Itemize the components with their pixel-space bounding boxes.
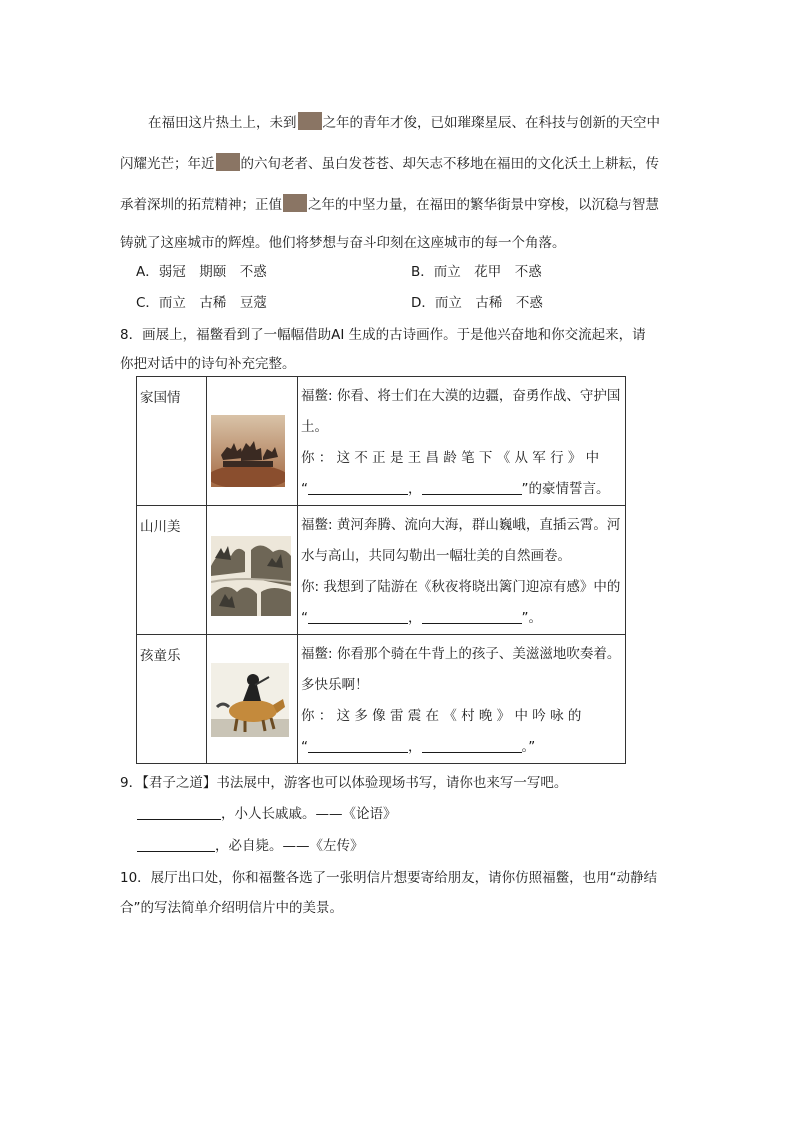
answer-blank[interactable] <box>422 609 522 624</box>
comma: ， <box>408 481 422 497</box>
q8-line-2: 你把对话中的诗句补充完整。 <box>120 356 296 372</box>
dialogue-line: 福鳖: 黄河奔腾、流向大海，群山巍峨，直插云霄。河 <box>301 517 621 533</box>
quote-mark: “ <box>301 481 308 497</box>
answer-blank[interactable] <box>137 805 221 820</box>
option-d[interactable]: D．而立 古稀 不惑 <box>411 295 543 311</box>
q10-line-2: 合”的写法简单介绍明信片中的美景。 <box>120 900 343 916</box>
dialogue-line: 福鳖: 你看那个骑在牛背上的孩子、美滋滋地吹奏着。 <box>301 646 621 662</box>
answer-blank[interactable] <box>137 837 215 852</box>
fill-line <box>301 474 622 505</box>
passage-line-1 <box>148 111 660 131</box>
q9-line-2 <box>137 802 397 822</box>
answer-blank[interactable] <box>308 609 408 624</box>
passage-line-4: 铸就了这座城市的辉煌。他们将梦想与奋斗印刻在这座城市的每一个角落。 <box>120 235 566 251</box>
q9-line-3 <box>137 834 364 854</box>
answer-blank[interactable] <box>422 738 522 753</box>
passage-text: 的六旬老者、虽白发苍苍、却矢志不移地在福田的文化沃土上耕耘，传 <box>240 156 659 172</box>
passage-text: 在福田这片热土上，未到 <box>148 115 297 131</box>
dialogue-line: 你 ： 这 多 像 雷 震 在 《 村 晚 》 中 吟 咏 的 <box>301 708 582 724</box>
q8-line-1: 8．画展上，福鳖看到了一幅幅借助AI 生成的古诗画作。于是他兴奋地和你交流起来，请 <box>120 327 646 343</box>
category-cell: 家国情 <box>137 377 207 506</box>
child-on-ox-painting-icon <box>211 663 289 737</box>
dialogue-cell <box>298 635 626 764</box>
category-cell: 孩童乐 <box>137 635 207 764</box>
answer-blank[interactable] <box>308 480 408 495</box>
redacted-blank-3 <box>283 194 307 212</box>
dialogue-line: 土。 <box>301 419 328 435</box>
passage-line-2 <box>120 152 659 172</box>
comma: ， <box>408 739 422 755</box>
table-row <box>137 377 626 506</box>
dialogue-line: 多快乐啊！ <box>301 677 369 693</box>
dialogue-line: 你 ： 这 不 正 是 王 昌 龄 笔 下 《 从 军 行 》 中 <box>301 450 600 466</box>
image-cell <box>207 506 298 635</box>
dialogue-cell <box>298 506 626 635</box>
image-cell <box>207 377 298 506</box>
dialogue-line: 水与高山，共同勾勒出一幅壮美的自然画卷。 <box>301 548 571 564</box>
passage-line-3 <box>120 193 659 213</box>
line-end-text: ”。 <box>521 610 542 626</box>
table-row <box>137 506 626 635</box>
line-end-text: 。” <box>521 739 536 755</box>
answer-blank[interactable] <box>422 480 522 495</box>
category-cell: 山川美 <box>137 506 207 635</box>
passage-text: 之年的中坚力量，在福田的繁华街景中穿梭，以沉稳与智慧 <box>308 197 659 213</box>
passage-text: 闪耀光芒；年近 <box>120 156 215 172</box>
comma: ， <box>408 610 422 626</box>
fill-line <box>301 603 622 634</box>
option-a[interactable]: A．弱冠 期颐 不惑 <box>136 264 267 280</box>
fill-line <box>301 732 622 763</box>
line-end-text: ”的豪情誓言。 <box>521 481 610 497</box>
passage-text: 之年的青年才俊，已如璀璨星辰、在科技与创新的天空中 <box>322 115 660 131</box>
dialogue-cell <box>298 377 626 506</box>
landscape-painting-icon <box>211 536 291 616</box>
answer-blank[interactable] <box>308 738 408 753</box>
option-c[interactable]: C．而立 古稀 豆蔻 <box>136 295 267 311</box>
image-cell <box>207 635 298 764</box>
dialogue-line: 福鳖: 你看、将士们在大漠的边疆，奋勇作战、守护国 <box>301 388 621 404</box>
quote-mark: “ <box>301 610 308 626</box>
quote-text: ，小人长戚戚。——《论语》 <box>221 806 397 822</box>
quote-mark: “ <box>301 739 308 755</box>
redacted-blank-2 <box>216 153 240 171</box>
dialogue-table <box>136 376 626 764</box>
option-b[interactable]: B．而立 花甲 不惑 <box>411 264 542 280</box>
dialogue-line: 你: 我想到了陆游在《秋夜将晓出篱门迎凉有感》中的 <box>301 579 621 595</box>
quote-text: ，必自毙。——《左传》 <box>215 838 364 854</box>
table-row <box>137 635 626 764</box>
passage-text: 承着深圳的拓荒精神；正值 <box>120 197 282 213</box>
redacted-blank-1 <box>298 112 322 130</box>
battle-painting-icon <box>211 415 285 487</box>
q10-line-1: 10．展厅出口处，你和福鳖各选了一张明信片想要寄给朋友，请你仿照福鳖，也用“动静结 <box>120 870 658 886</box>
q9-line-1: 9．【君子之道】书法展中，游客也可以体验现场书写，请你也来写一写吧。 <box>120 775 568 791</box>
